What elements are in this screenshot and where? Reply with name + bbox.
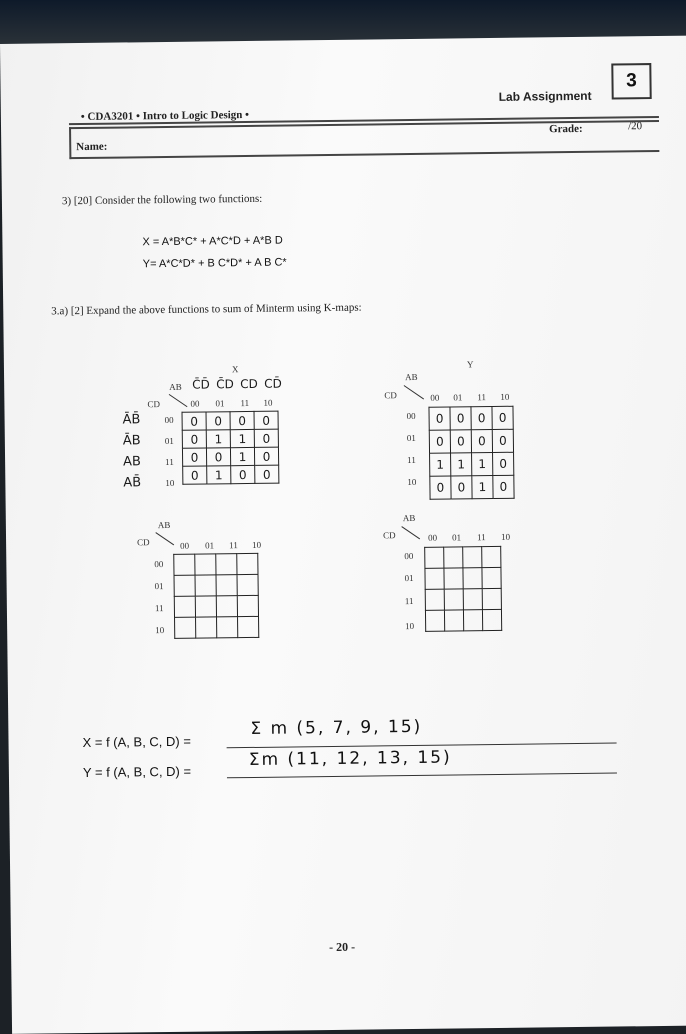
- kmap-y-diagonal: [404, 385, 424, 399]
- kmap-y-col-header: 01: [453, 392, 463, 403]
- equation-y: Y= A*C*D* + B C*D* + A B C*: [142, 256, 287, 271]
- kmap-x-row-header: 11: [165, 456, 174, 468]
- empty-cell: [444, 547, 463, 568]
- kmap-y-cell: 0: [451, 476, 472, 499]
- empty-cell: [217, 617, 238, 638]
- kmap-y-row-header: 10: [407, 476, 417, 488]
- kmap-blank-left-ab-label: AB: [157, 519, 171, 531]
- answer-y-line: [227, 773, 617, 779]
- empty-cell: [216, 554, 237, 575]
- kmap-y-row-header: 01: [406, 432, 416, 444]
- worksheet-page: [0, 36, 686, 1034]
- kmap-x-cell: 0: [182, 448, 206, 466]
- kmap-x-cd-label: CD: [147, 399, 160, 410]
- kmap-blank-right-row-header: 10: [405, 620, 415, 632]
- kmap-x-grid: [182, 411, 280, 485]
- kmap-y-ab-label: AB: [405, 371, 418, 383]
- kmap-x-row-header: 01: [164, 435, 174, 447]
- kmap-x-ab-label: AB: [169, 381, 182, 392]
- kmap-y-cell: 0: [429, 430, 450, 453]
- kmap-y-cell: 0: [493, 475, 514, 498]
- kmap-x-hand-col-1: C̄D: [216, 377, 234, 392]
- empty-cell: [482, 609, 501, 630]
- kmap-blank-left-col-header: 11: [229, 540, 238, 551]
- kmap-y-col-header: 10: [500, 391, 510, 402]
- kmap-y-cell: 0: [450, 407, 471, 430]
- kmap-x-cell: 0: [255, 465, 279, 483]
- kmap-x-cell: 0: [254, 447, 278, 465]
- empty-cell: [195, 575, 216, 596]
- empty-cell: [425, 568, 444, 589]
- lab-assignment-title: Lab Assignment: [498, 88, 592, 104]
- question-3-intro: 3) [20] Consider the following two functions:: [61, 192, 263, 208]
- kmap-x-cell: 0: [182, 430, 206, 448]
- empty-cell: [463, 589, 482, 610]
- kmap-y-cell: 0: [430, 476, 451, 499]
- answer-y-label: Y = f (A, B, C, D) =: [82, 763, 192, 781]
- empty-cell: [463, 610, 482, 631]
- kmap-x-hand-col-3: CD̄: [264, 376, 282, 391]
- kmap-y-cell: 0: [429, 407, 450, 430]
- course-title: • CDA3201 • Intro to Logic Design •: [80, 108, 250, 124]
- answer-x-label: X = f (A, B, C, D) =: [82, 733, 191, 751]
- empty-cell: [174, 575, 195, 596]
- lab-number-box: 3: [611, 63, 651, 99]
- kmap-blank-right-col-header: 10: [500, 531, 511, 542]
- kmap-x-hand-row-0: ĀB̄: [122, 412, 141, 428]
- kmap-blank-left-cd-label: CD: [137, 537, 150, 548]
- answer-y-value: Σm (11, 12, 13, 15): [248, 747, 452, 771]
- grade-max: /20: [627, 120, 643, 133]
- empty-cell: [425, 589, 444, 610]
- kmap-x-row-header: 10: [165, 477, 175, 489]
- kmap-x-col-header: 10: [263, 397, 273, 408]
- kmap-blank-right-row-header: 11: [404, 595, 414, 607]
- question-3a: 3.a) [2] Expand the above functions to sum of Minterm using K-maps:: [51, 301, 362, 318]
- kmap-x-col-header: 00: [190, 398, 200, 409]
- empty-cell: [237, 553, 258, 574]
- kmap-blank-right-diagonal: [401, 526, 420, 539]
- kmap-y-col-header: 00: [430, 392, 440, 403]
- empty-cell: [444, 568, 463, 589]
- grade-label: Grade:: [549, 122, 583, 136]
- kmap-x-title: X: [231, 364, 239, 375]
- kmap-blank-right-col-header: 01: [452, 532, 462, 543]
- kmap-blank-right-row-header: 01: [404, 572, 414, 584]
- kmap-x-cell: 1: [207, 466, 231, 484]
- empty-cell: [482, 567, 501, 588]
- empty-cell: [174, 596, 195, 617]
- kmap-x-cell: 1: [206, 430, 230, 448]
- kmap-blank-right-col-header: 11: [477, 532, 486, 543]
- empty-cell: [175, 617, 196, 638]
- kmap-y-cell: 1: [451, 453, 472, 476]
- kmap-y-title: Y: [466, 359, 474, 370]
- page-number: - 20 -: [328, 939, 356, 955]
- kmap-x-cell: 0: [230, 411, 254, 429]
- kmap-blank-right-row-header: 00: [404, 550, 414, 562]
- answer-x-value: Σ m (5, 7, 9, 15): [250, 716, 423, 739]
- kmap-x-hand-col-2: CD: [240, 376, 258, 392]
- kmap-x-cell: 0: [206, 448, 230, 466]
- kmap-x-cell: 0: [254, 411, 278, 429]
- kmap-x-hand-row-2: AB: [123, 454, 142, 470]
- empty-cell: [195, 554, 216, 575]
- kmap-x-row-header: 00: [164, 414, 174, 426]
- equation-x: X = A*B*C* + A*C*D + A*B D: [142, 234, 283, 249]
- kmap-x-cell: 0: [183, 466, 207, 484]
- empty-cell: [216, 596, 237, 617]
- empty-cell: [444, 610, 463, 631]
- kmap-blank-right-cd-label: CD: [382, 530, 396, 541]
- empty-cell: [463, 547, 482, 568]
- kmap-y-cell: 0: [492, 429, 513, 452]
- kmap-x-cell: 0: [231, 465, 255, 483]
- kmap-blank-right-grid: [424, 546, 502, 632]
- kmap-y-cell: 0: [471, 430, 492, 453]
- kmap-x-cell: 1: [230, 429, 254, 447]
- empty-cell: [237, 574, 258, 595]
- kmap-x-col-header: 01: [215, 398, 225, 409]
- kmap-blank-left-grid: [173, 553, 259, 639]
- kmap-x-cell: 0: [254, 429, 278, 447]
- kmap-x-cell: 0: [206, 412, 230, 430]
- kmap-x-cell: 1: [230, 447, 254, 465]
- empty-cell: [463, 568, 482, 589]
- kmap-y-cell: 0: [471, 407, 492, 430]
- kmap-y-grid: [428, 406, 514, 500]
- kmap-x-hand-col-0: C̄D̄: [192, 377, 210, 392]
- empty-cell: [425, 610, 444, 631]
- empty-cell: [216, 575, 237, 596]
- kmap-x-diagonal: [169, 394, 188, 407]
- kmap-y-cell: 0: [493, 452, 514, 475]
- kmap-blank-left-row-header: 11: [154, 603, 164, 614]
- kmap-blank-left-col-header: 01: [205, 540, 215, 551]
- name-label: Name:: [76, 140, 108, 154]
- kmap-x-hand-row-3: AB̄: [123, 475, 142, 491]
- empty-cell: [482, 588, 501, 609]
- kmap-blank-left-row-header: 00: [154, 559, 164, 570]
- empty-cell: [195, 596, 216, 617]
- kmap-y-row-header: 11: [407, 454, 416, 466]
- empty-cell: [237, 595, 258, 616]
- kmap-y-row-header: 00: [406, 410, 416, 422]
- kmap-x-col-header: 11: [240, 397, 250, 409]
- empty-cell: [482, 546, 501, 567]
- empty-cell: [238, 616, 259, 637]
- empty-cell: [425, 547, 444, 568]
- kmap-blank-left-col-header: 10: [252, 539, 262, 550]
- kmap-y-cell: 1: [472, 453, 493, 476]
- kmap-blank-right-ab-label: AB: [402, 512, 416, 524]
- kmap-y-cell: 1: [430, 453, 451, 476]
- kmap-y-cd-label: CD: [384, 390, 397, 401]
- kmap-y-cell: 0: [450, 430, 471, 453]
- kmap-blank-right-col-header: 00: [428, 532, 438, 543]
- kmap-y-col-header: 11: [477, 392, 487, 403]
- kmap-blank-left-diagonal: [155, 532, 174, 545]
- kmap-y-cell: 0: [492, 406, 513, 429]
- kmap-x-cell: 0: [182, 412, 206, 430]
- empty-cell: [174, 554, 195, 575]
- kmap-x-hand-row-1: ĀB: [122, 433, 141, 449]
- kmap-blank-left-row-header: 10: [155, 625, 165, 636]
- empty-cell: [196, 617, 217, 638]
- kmap-blank-left-row-header: 01: [154, 581, 164, 592]
- kmap-y-cell: 1: [472, 476, 493, 499]
- empty-cell: [444, 589, 463, 610]
- kmap-blank-left-col-header: 00: [180, 540, 190, 551]
